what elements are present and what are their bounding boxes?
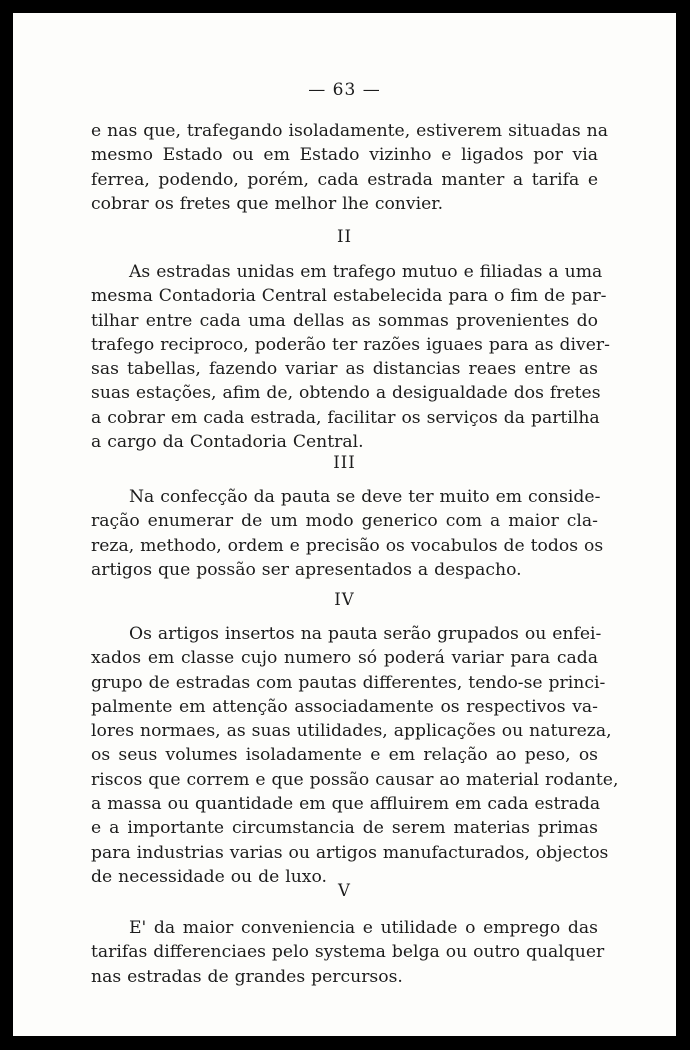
text-line: e nas que, trafegando isoladamente, estiverem situadas na [91,121,608,141]
section-heading-iii: III [333,453,356,472]
text-line: de necessidade ou de luxo. [91,866,327,887]
paragraph-intro [91,119,608,216]
text-line: e a importante circumstancia de serem materias primas [91,818,598,839]
text-line: grupo de estradas com pautas differentes, tendo-se princi- [91,672,606,693]
paragraph-iii [91,485,604,582]
text-line: reza, methodo, ordem e precisão os vocabulos de todos os [91,535,604,556]
text-line: As estradas unidas em trafego mutuo e filiadas a uma [129,262,603,282]
text-line: lores normaes, as suas utilidades, applicações ou natureza, [91,721,612,742]
text-line: cobrar os fretes que melhor lhe convier. [91,193,444,214]
text-line: mesmo Estado ou em Estado vizinho e ligados por via [91,145,598,166]
text-line: xados em classe cujo numero só poderá variar para cada [91,648,598,669]
section-heading-ii: II [336,227,353,246]
text-line: Os artigos insertos na pauta serão grupados ou enfei- [129,624,602,644]
text-line: sas tabellas, fazendo variar as distancias reaes entre as [91,359,598,380]
paragraph-v [91,916,605,989]
section-heading-iv: IV [334,590,355,609]
text-line: a massa ou quantidade em que affluirem em cada estrada [91,794,601,815]
text-line: tarifas differenciaes pelo systema belga ou outro qualquer [91,942,605,963]
page-number: — 63 — [308,80,381,100]
text-line: ferrea, podendo, porém, cada estrada manter a tarifa e [91,169,598,190]
text-line: palmente em attenção associadamente os respectivos va- [91,696,598,717]
paragraph-iv [91,622,619,889]
section-heading-v: V [338,881,351,900]
text-line: trafego reciproco, poderão ter razões iguaes para as diver- [91,334,610,355]
text-line: nas estradas de grandes percursos. [91,966,403,987]
text-line: riscos que correm e que possão causar ao material rodante, [91,769,619,790]
book-page [13,13,676,1036]
text-line: tilhar entre cada uma dellas as sommas provenientes do [91,310,598,331]
text-line: ração enumerar de um modo generico com a maior cla- [91,511,598,532]
text-line: E' da maior conveniencia e utilidade o emprego das [129,918,598,938]
text-line: para industrias varias ou artigos manufacturados, objectos [91,842,609,863]
paragraph-ii [91,260,610,454]
text-line: a cargo da Contadoria Central. [91,432,364,453]
text-line: artigos que possão ser apresentados a despacho. [91,559,522,580]
text-line: Na confecção da pauta se deve ter muito em conside- [129,487,601,507]
text-line: suas estações, afim de, obtendo a desigualdade dos fretes [91,383,601,404]
text-line: mesma Contadoria Central estabelecida para o fim de par- [91,286,607,307]
text-line: a cobrar em cada estrada, facilitar os serviços da partilha [91,407,600,428]
text-line: os seus volumes isoladamente e em relação ao peso, os [91,745,598,766]
